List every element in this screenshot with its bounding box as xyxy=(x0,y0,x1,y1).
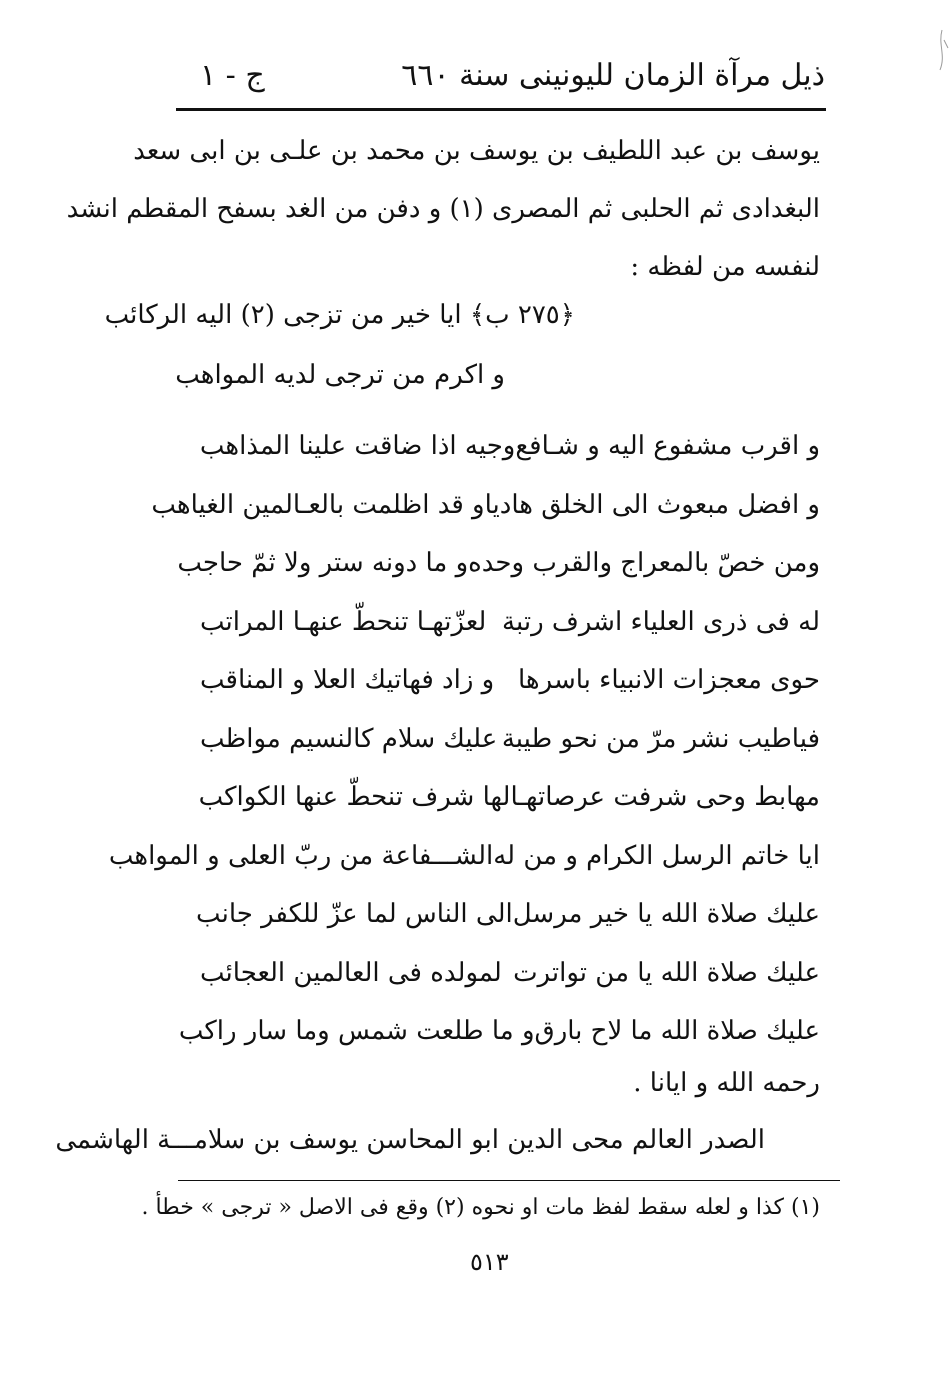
hemistich-right: حوى معجزات الانبياء باسرها xyxy=(518,665,820,696)
poem xyxy=(108,417,820,1061)
hemistich-right: ومن خصّ بالمعراج والقرب وحده xyxy=(468,548,820,579)
page-number: ٥١٣ xyxy=(470,1248,509,1276)
intro-line-3: لنفسه من لفظه : xyxy=(630,252,820,282)
running-head-title: ذيل مرآة الزمان لليونينى سنة ٦٦٠ xyxy=(401,58,825,93)
hemistich-right: عليك صلاة الله يا من تواترت xyxy=(513,957,820,988)
hemistich-right: عليك صلاة الله ما لاح بارق xyxy=(534,1016,820,1047)
opening-verse-second-hemistich: و اكرم من ترجى لديه المواهب xyxy=(175,360,505,390)
hemistich-left: و ما طلعت شمس وما سار راكب xyxy=(178,1016,535,1047)
closing-prayer: رحمه الله و ايانا . xyxy=(633,1068,820,1098)
poem-verse xyxy=(178,1002,820,1061)
hemistich-left: لها شرف تنحطّ عنها الكواكب xyxy=(198,782,511,813)
poem-verse xyxy=(200,651,820,710)
hemistich-right: له فى ذرى العلياء اشرف رتبة xyxy=(502,606,820,637)
margin-pencil-mark xyxy=(920,0,950,110)
next-entry-heading: الصدر العالم محى الدين ابو المحاسن يوسف بن سلامـــة الهاشمى xyxy=(55,1125,765,1155)
hemistich-right: ايا خاتم الرسل الكرام و من له xyxy=(493,840,820,871)
hemistich-left: الى الناس لما عزّ للكفر جانب xyxy=(196,899,513,930)
running-head-volume: ج - ١ xyxy=(200,58,265,93)
footnote: (١) كذا و لعله سقط لفظ مات او نحوه (٢) وقع فى الاصل « ترجى » خطأ . xyxy=(141,1195,820,1220)
poem-verse xyxy=(200,593,820,652)
hemistich-left: و قد اظلمت بالعـالمين الغياهب xyxy=(151,489,485,520)
intro-paragraph xyxy=(66,122,820,296)
poem-verse xyxy=(200,944,820,1003)
hemistich-right: مهابط وحى شرفت عرصاتهـا xyxy=(510,782,820,813)
header-rule xyxy=(176,108,826,111)
poem-verse xyxy=(200,710,820,769)
hemistich-right: و اقرب مشفوع اليه و شـافع xyxy=(515,431,820,462)
hemistich-left: لعزّتهـا تنحطّ عنهـا المراتب xyxy=(200,606,487,637)
opening-verse: ﴿٢٧٥ ب﴾ ايا خير من تزجى (٢) اليه الركائب xyxy=(104,300,575,330)
poem-verse xyxy=(200,417,820,476)
hemistich-left: عليك سلام كالنسيم مواظب xyxy=(200,723,498,754)
poem-verse xyxy=(151,476,820,535)
hemistich-right: عليك صلاة الله يا خير مرسل xyxy=(512,899,820,930)
hemistich-left: وجيه اذا ضاقت علينا المذاهب xyxy=(199,431,516,462)
hemistich-right: و افضل مبعوث الى الخلق هاديا xyxy=(484,489,820,520)
intro-line-1: يوسف بن عبد اللطيف بن يوسف بن محمد بن علـى بن ابى سعد xyxy=(133,136,820,166)
footnote-rule xyxy=(178,1180,840,1181)
hemistich-left: و ما دونه ستر ولا ثمّ حاجب xyxy=(177,548,469,579)
hemistich-left: لمولده فى العالمين العجائب xyxy=(200,957,502,988)
poem-verse xyxy=(108,827,820,886)
hemistich-left: و زاد فهاتيك العلا و المناقب xyxy=(200,665,495,696)
hemistich-left: الشـــفاعة من ربّ العلى و المواهب xyxy=(108,840,494,871)
poem-verse xyxy=(200,768,820,827)
intro-line-2: البغدادى ثم الحلبى ثم المصرى (١) و دفن من الغد بسفح المقطم انشد xyxy=(66,194,820,224)
hemistich-right: فياطيب نشر مرّ من نحو طيبة xyxy=(501,723,820,754)
poem-verse xyxy=(196,885,820,944)
poem-verse xyxy=(177,534,820,593)
